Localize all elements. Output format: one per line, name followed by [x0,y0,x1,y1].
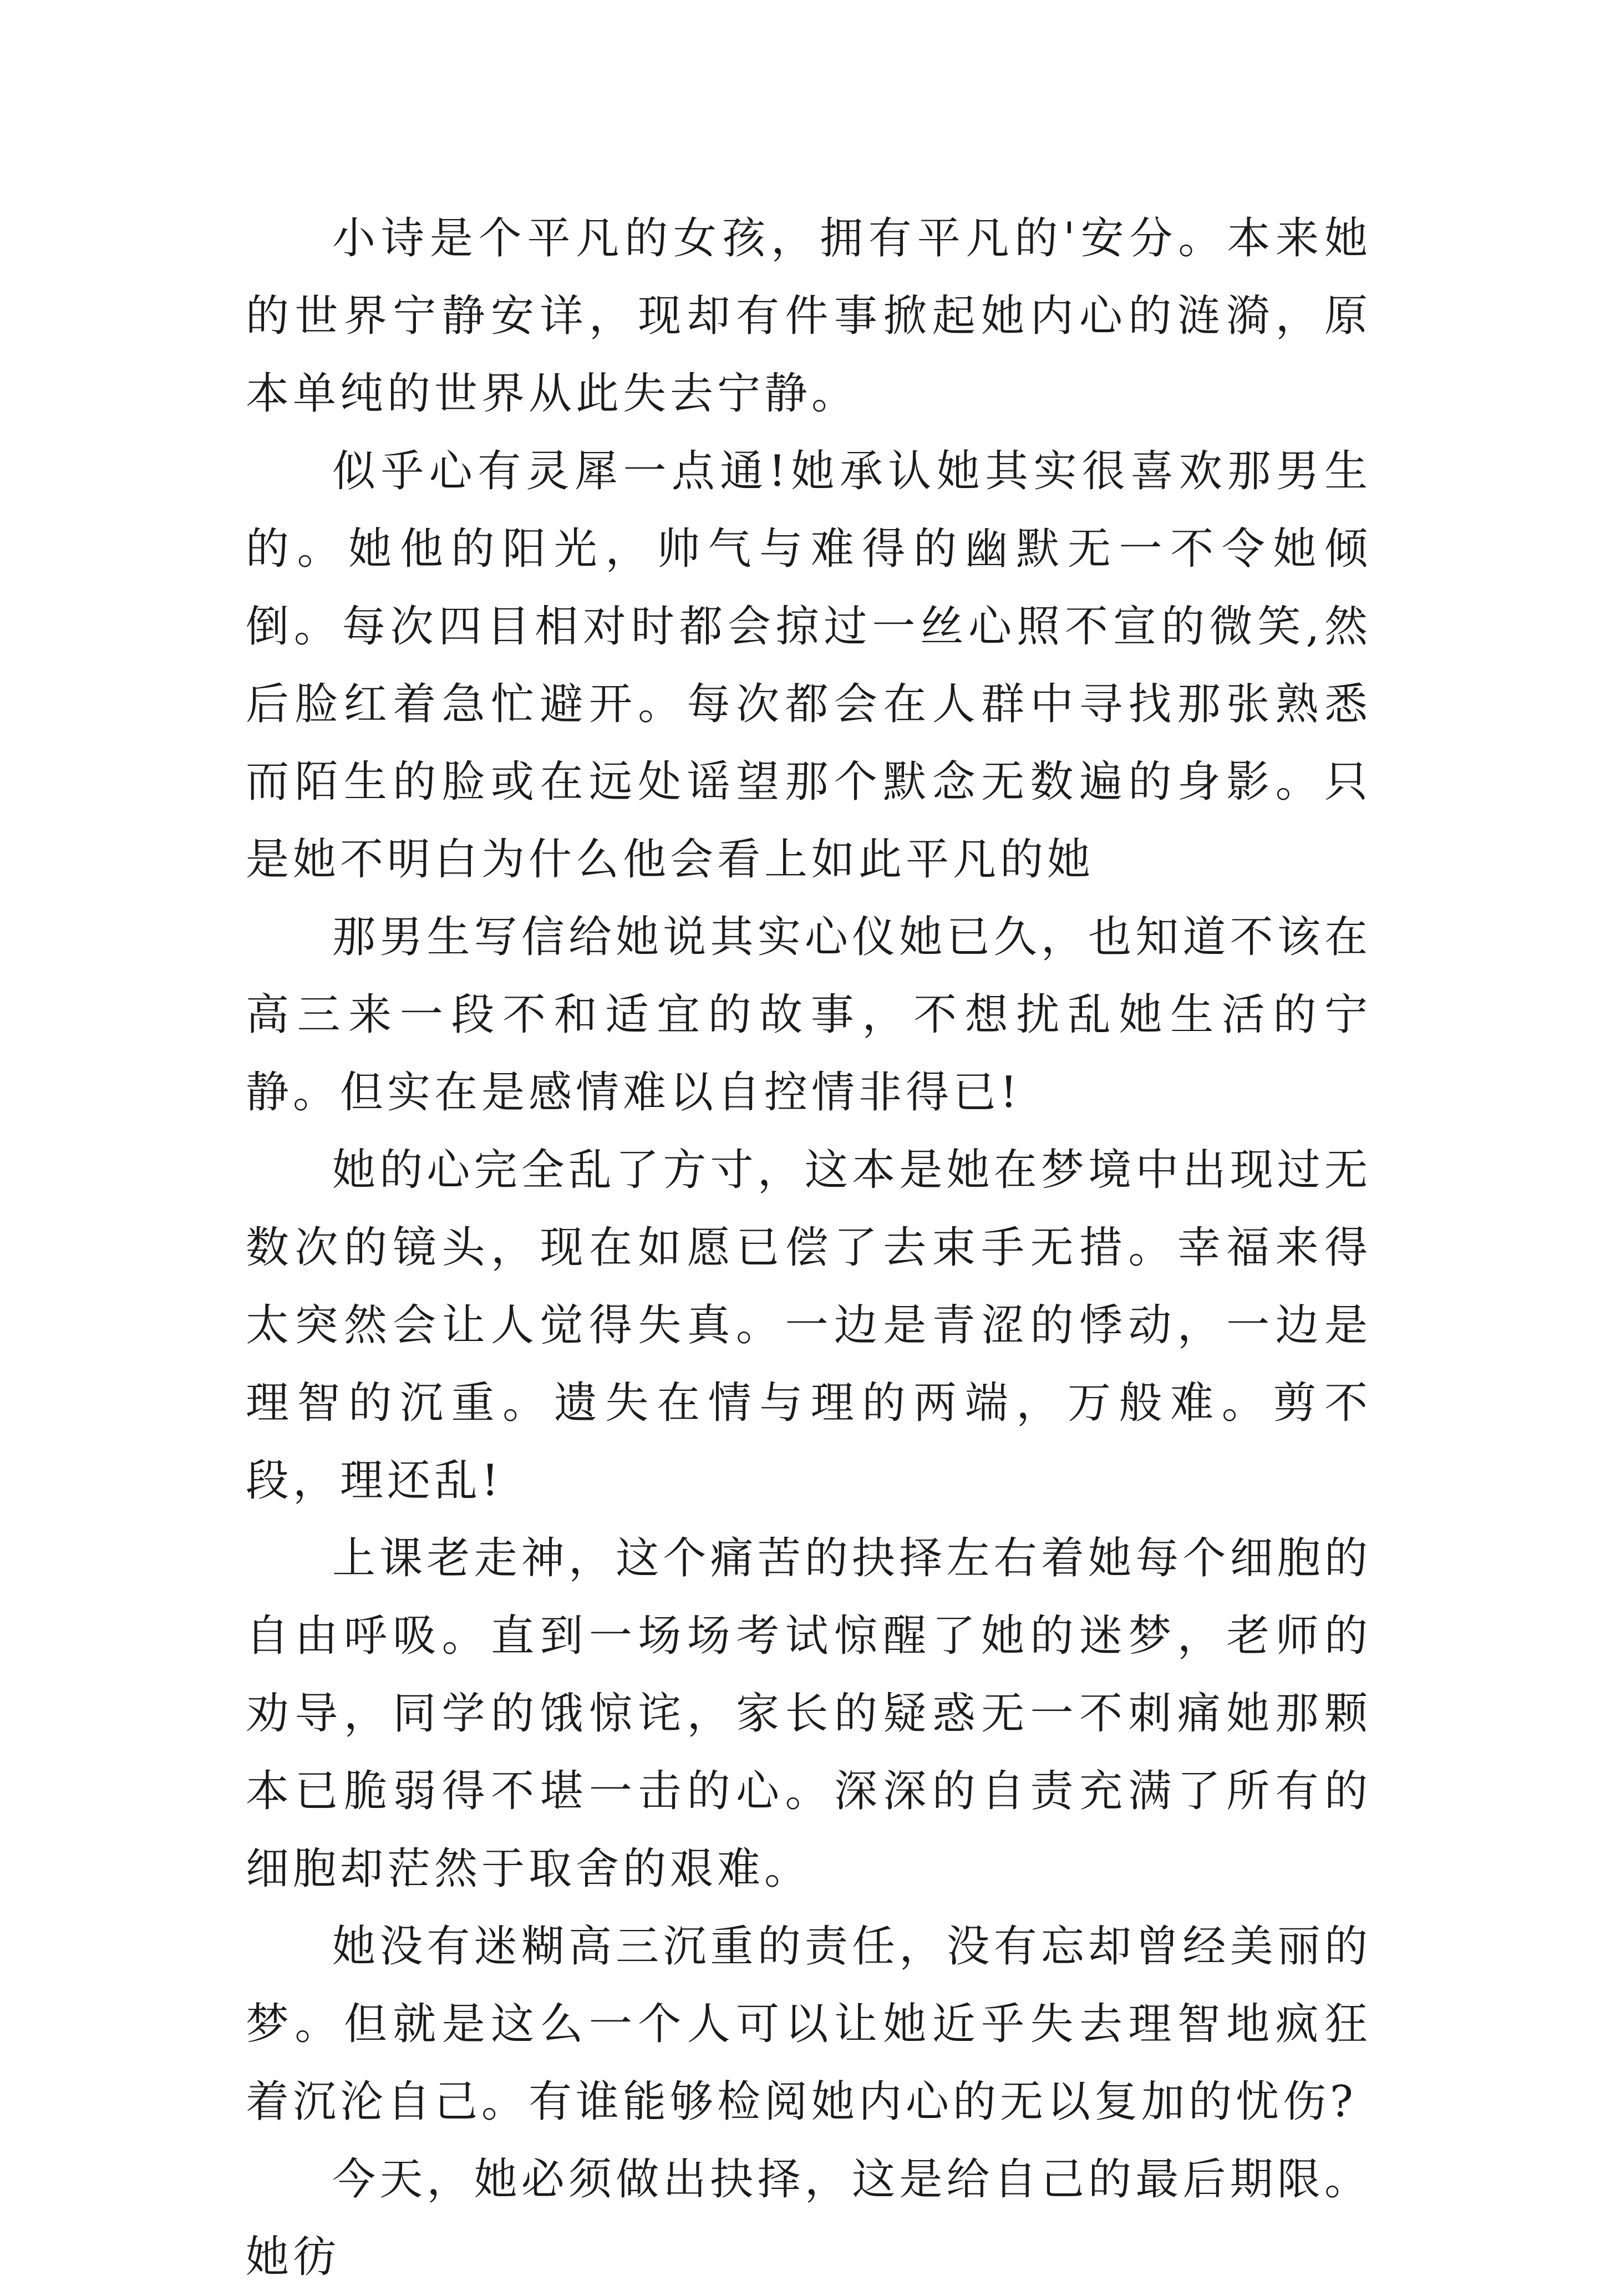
paragraph-3: 那男生写信给她说其实心仪她已久，也知道不该在高三来一段不和适宜的故事，不想扰乱她生活的宁静。但实在是感情难以自控情非得已! [246,912,1372,1117]
paragraph-7: 今天，她必须做出抉择，这是给自己的最后期限。她彷 [246,2155,1372,2282]
paragraph-5: 上课老走神，这个痛苦的抉择左右着她每个细胞的自由呼吸。直到一场场考试惊醒了她的迷梦，老师的劝导，同学的饿惊诧，家长的疑惑无一不刺痛她那颗本已脆弱得不堪一击的心。深深的自责充满了所有的细胞却茫然于取舍的艰难。 [246,1533,1372,1894]
paragraph-2: 似乎心有灵犀一点通!她承认她其实很喜欢那男生的。她他的阳光，帅气与难得的幽默无一不令她倾倒。每次四目相对时都会掠过一丝心照不宣的微笑,然后脸红着急忙避开。每次都会在人群中寻找那张熟悉而陌生的脸或在远处谣望那个默念无数遍的身影。只是她不明白为什么他会看上如此平凡的她 [246,446,1372,885]
paragraph-6: 她没有迷糊高三沉重的责任，没有忘却曾经美丽的梦。但就是这么一个人可以让她近乎失去理智地疯狂着沉沦自己。有谁能够检阅她内心的无以复加的忧伤? [246,1922,1372,2127]
document-body [246,200,1372,2296]
paragraph-1: 小诗是个平凡的女孩，拥有平凡的'安分。本来她的世界宁静安详，现却有件事掀起她内心的涟漪，原本单纯的世界从此失去宁静。 [246,214,1372,419]
paragraph-4: 她的心完全乱了方寸，这本是她在梦境中出现过无数次的镜头，现在如愿已偿了去束手无措。幸福来得太突然会让人觉得失真。一边是青涩的悸动，一边是理智的沉重。遗失在情与理的两端，万般难。剪不段，理还乱! [246,1145,1372,1506]
